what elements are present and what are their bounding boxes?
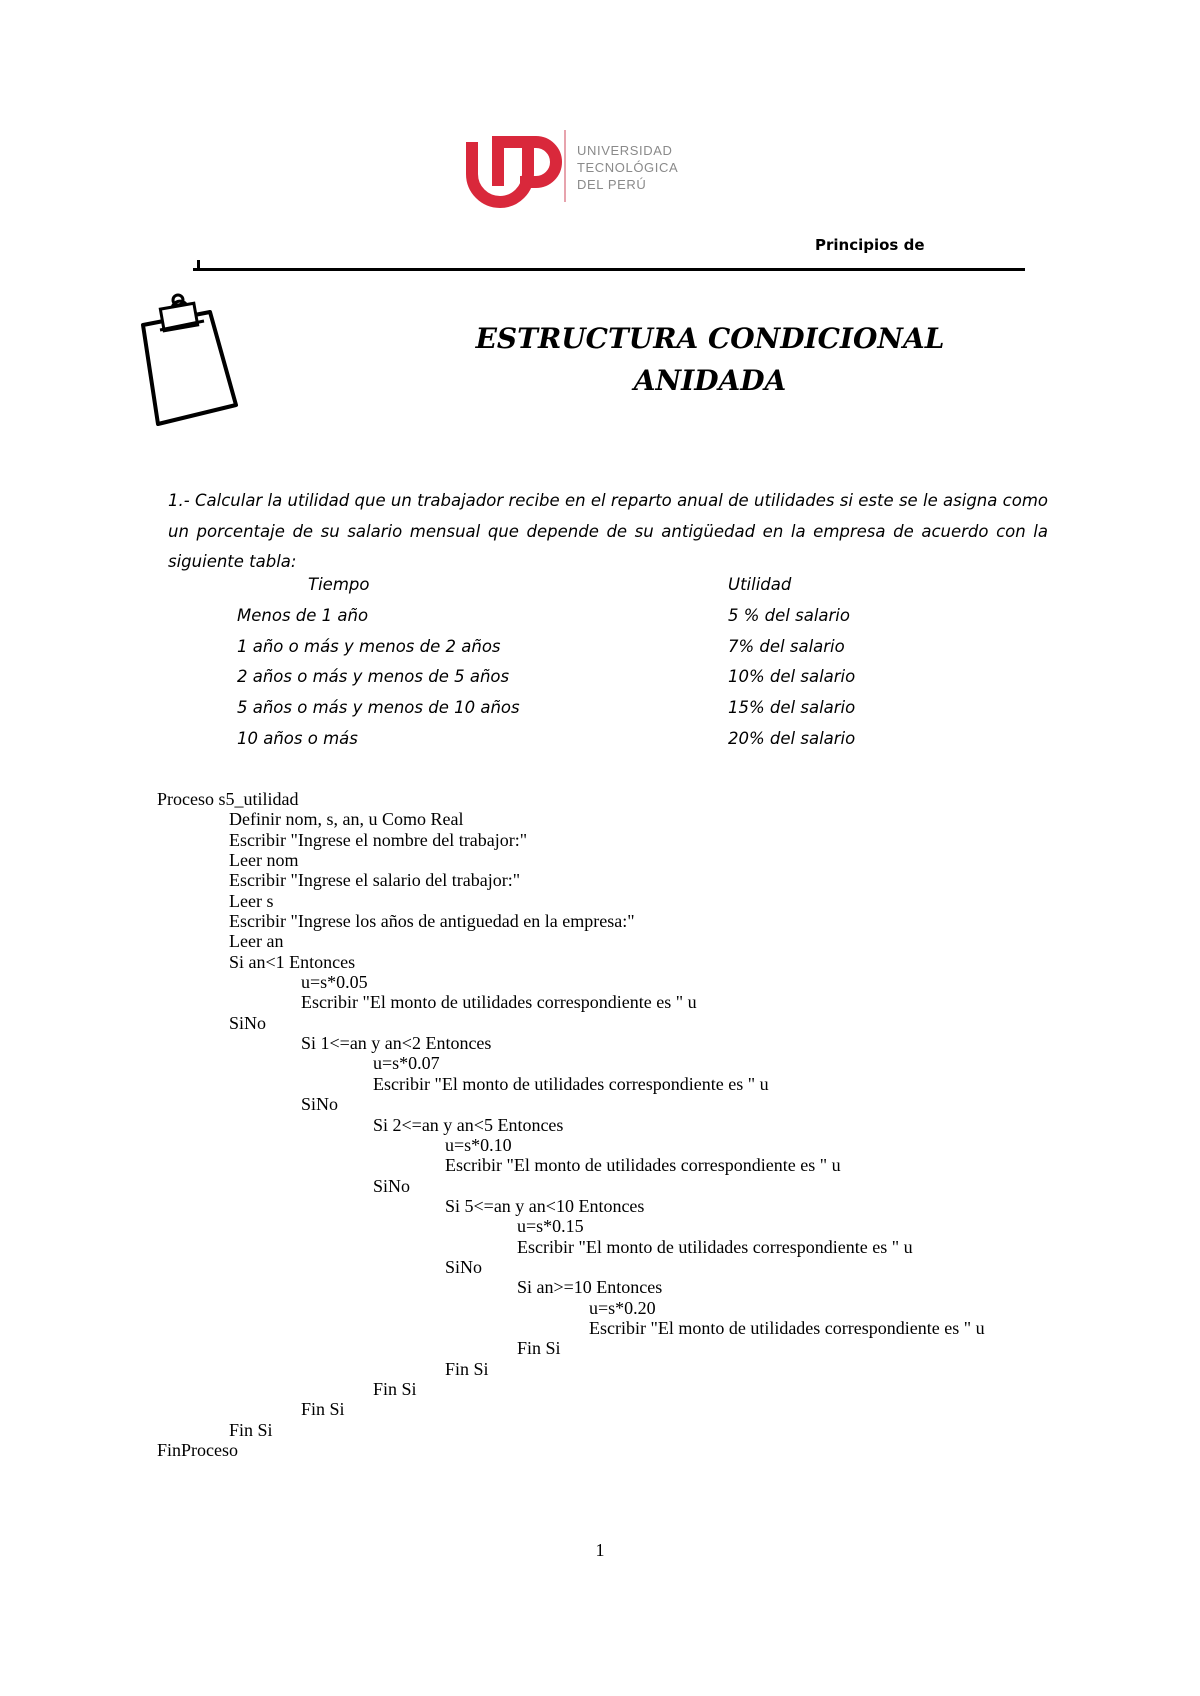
page-number: 1 [595,1540,605,1560]
header-course-title: Principios de [815,236,925,254]
code-line: SiNo [229,1012,267,1033]
code-line: SiNo [445,1256,483,1277]
code-line: Proceso s5_utilidad [157,789,299,809]
title-line-2: ANIDADA [633,364,787,397]
row-utility: 15% del salario [728,698,856,718]
code-line: Si 2<=an y an<5 Entonces [373,1114,564,1135]
code-line: Si 5<=an y an<10 Entonces [445,1195,645,1216]
header-utility: Utilidad [728,575,792,594]
university-name-line: UNIVERSIDAD [577,143,673,158]
university-name-line: TECNOLÓGICA [577,160,679,175]
code-line: u=s*0.07 [373,1053,440,1074]
header-time: Tiempo [308,575,370,594]
code-line: Si an<1 Entonces [229,951,356,972]
table-row [0,606,1200,637]
code-line: Si an>=10 Entonces [517,1277,663,1298]
logo-separator [564,130,566,202]
code-line: Definir nom, s, an, u Como Real [229,809,464,830]
code-line: FinProceso [157,1440,238,1460]
row-time: 10 años o más [237,728,358,748]
table-header-row [0,575,1200,606]
university-name-line: DEL PERÚ [577,177,647,192]
code-line: Escribir "Ingrese el salario del trabajor:" [229,870,521,891]
code-line: Fin Si [229,1419,273,1440]
code-line: Fin Si [373,1378,417,1399]
university-name [577,142,678,193]
code-line: Leer an [229,931,284,952]
utility-table [0,575,1200,760]
header-rule [193,268,1025,271]
clipboard-icon [138,290,238,430]
code-line: Escribir "El monto de utilidades correspondiente es " u [445,1155,841,1176]
code-line: Escribir "El monto de utilidades correspondiente es " u [589,1317,985,1338]
row-utility: 7% del salario [728,636,845,656]
code-line: Fin Si [517,1338,561,1359]
row-time: 1 año o más y menos de 2 años [237,636,501,656]
row-utility: 10% del salario [728,667,856,687]
code-line: SiNo [301,1094,339,1115]
code-line: Escribir "El monto de utilidades correspondiente es " u [301,992,697,1013]
code-line: Si 1<=an y an<2 Entonces [301,1033,492,1054]
code-line: u=s*0.10 [445,1134,512,1155]
pseudocode-block [157,789,1057,1460]
code-line: Fin Si [301,1399,345,1420]
code-line: Escribir "Ingrese el nombre del trabajor:" [229,829,528,850]
code-line: Escribir "Ingrese los años de antiguedad en la empresa:" [229,911,635,932]
code-line: u=s*0.15 [517,1216,584,1237]
header-rule-tick [197,260,200,270]
code-line: Fin Si [445,1358,489,1379]
exercise-statement: 1.- Calcular la utilidad que un trabajador recibe en el reparto anual de utilidades si este se le asigna como un porcentaje de su salario mensual que depende de su antigüedad en la empresa de acuerdo con la siguiente tabla: [168,491,1048,571]
code-line: SiNo [373,1175,411,1196]
code-line: Leer nom [229,850,299,871]
table-row [0,667,1200,698]
title-line-1: ESTRUCTURA CONDICIONAL [475,322,945,355]
row-utility: 5 % del salario [728,605,850,625]
code-line: u=s*0.20 [589,1297,656,1318]
row-utility: 20% del salario [728,728,856,748]
table-row [0,637,1200,668]
code-line: Escribir "El monto de utilidades correspondiente es " u [373,1073,769,1094]
row-time: Menos de 1 año [237,605,369,625]
document-title [420,318,1000,402]
code-line: Leer s [229,890,274,911]
code-line: Escribir "El monto de utilidades correspondiente es " u [517,1236,913,1257]
row-time: 5 años o más y menos de 10 años [237,698,520,718]
table-row [0,698,1200,729]
code-line: u=s*0.05 [301,972,368,993]
row-time: 2 años o más y menos de 5 años [237,667,510,687]
table-row [0,729,1200,760]
